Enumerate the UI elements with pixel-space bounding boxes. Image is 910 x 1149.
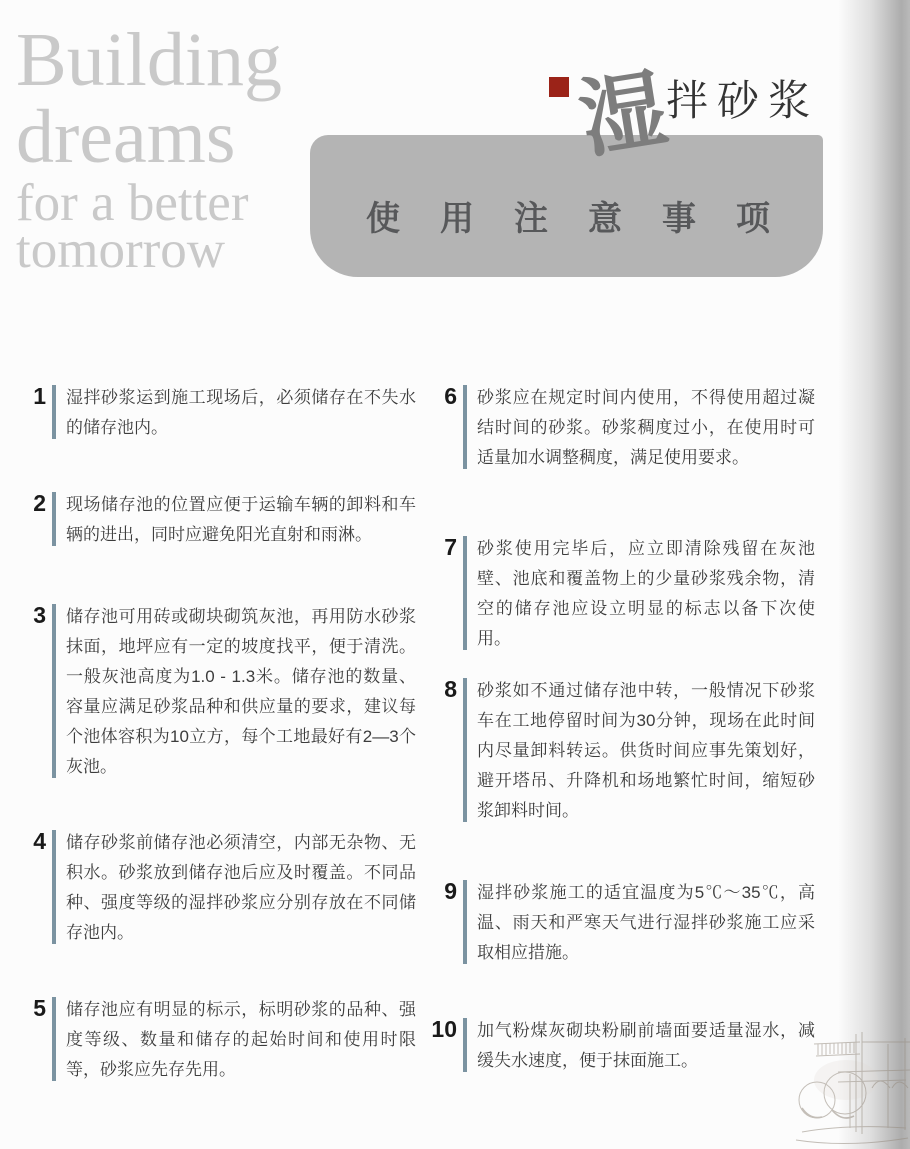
title-suffix: 拌砂浆 — [666, 77, 820, 124]
item-divider — [463, 536, 467, 650]
item-number: 5 — [33, 995, 46, 1021]
item-divider — [463, 385, 467, 469]
page-edge-shadow — [838, 0, 910, 1149]
item-divider — [463, 678, 467, 822]
red-square-accent-icon — [549, 77, 569, 97]
list-item-10 — [430, 1016, 815, 1076]
item-text: 湿拌砂浆运到施工现场后，必须储存在不失水的储存池内。 — [66, 388, 416, 437]
item-number: 3 — [33, 602, 46, 628]
item-divider — [463, 1018, 467, 1072]
item-divider — [52, 997, 56, 1081]
item-divider — [52, 604, 56, 778]
item-number: 9 — [444, 878, 457, 904]
item-number: 8 — [444, 676, 457, 702]
item-text: 储存砂浆前储存池必须清空，内部无杂物、无积水。砂浆放到储存池后应及时覆盖。不同品种、强度等级的湿拌砂浆应分别存放在不同储存池内。 — [66, 833, 416, 942]
item-divider — [463, 880, 467, 964]
list-item-4 — [19, 828, 416, 948]
item-number: 10 — [431, 1016, 457, 1042]
tagline-line-1: Building — [16, 18, 283, 102]
list-item-8 — [430, 676, 815, 826]
tagline-line-3: for a better — [16, 174, 249, 232]
list-item-7 — [430, 534, 815, 654]
item-text: 湿拌砂浆施工的适宜温度为5℃～35℃，高温、雨天和严寒天气进行湿拌砂浆施工应采取相应措施。 — [477, 883, 815, 962]
item-divider — [52, 385, 56, 439]
title-big-character: 湿 — [573, 60, 673, 170]
item-text: 储存池可用砖或砌块砌筑灰池，再用防水砂浆抹面，地坪应有一定的坡度找平，便于清洗。一般灰池高度为1.0 - 1.3米。储存池的数量、容量应满足砂浆品种和供应量的要求，建议每个池体容积为10立方，每个工地最好有2—3个灰池。 — [66, 607, 416, 776]
item-number: 6 — [444, 383, 457, 409]
item-text: 砂浆使用完毕后，应立即清除残留在灰池壁、池底和覆盖物上的少量砂浆残余物，清空的储存池应设立明显的标志以备下次使用。 — [477, 539, 815, 648]
item-number: 7 — [444, 534, 457, 560]
item-text: 现场储存池的位置应便于运输车辆的卸料和车辆的进出，同时应避免阳光直射和雨淋。 — [66, 495, 416, 544]
item-text: 砂浆如不通过储存池中转，一般情况下砂浆车在工地停留时间为30分钟，现场在此时间内尽量卸料转运。供货时间应事先策划好，避开塔吊、升降机和场地繁忙时间，缩短砂浆卸料时间。 — [477, 681, 815, 820]
tagline-line-4: tomorrow — [16, 221, 226, 279]
item-divider — [52, 492, 56, 546]
tagline-line-2: dreams — [16, 95, 236, 179]
item-divider — [52, 830, 56, 944]
item-number: 1 — [33, 383, 46, 409]
banner-title: 使用注意事项 — [366, 200, 810, 238]
item-number: 4 — [33, 828, 46, 854]
item-text: 加气粉煤灰砌块粉刷前墙面要适量湿水，减缓失水速度，便于抹面施工。 — [477, 1021, 815, 1070]
item-text: 砂浆应在规定时间内使用，不得使用超过凝结时间的砂浆。砂浆稠度过小，在使用时可适量加水调整稠度，满足使用要求。 — [477, 388, 815, 467]
pencil-sketch-decoration — [788, 1032, 910, 1149]
list-item-2 — [19, 490, 416, 550]
list-item-5 — [19, 995, 416, 1085]
list-item-6 — [430, 383, 815, 473]
item-number: 2 — [33, 490, 46, 516]
item-text: 储存池应有明显的标示，标明砂浆的品种、强度等级、数量和储存的起始时间和使用时限等，砂浆应先存先用。 — [66, 1000, 416, 1079]
list-item-1 — [19, 383, 416, 443]
list-item-9 — [430, 878, 815, 968]
list-item-3 — [19, 602, 416, 782]
